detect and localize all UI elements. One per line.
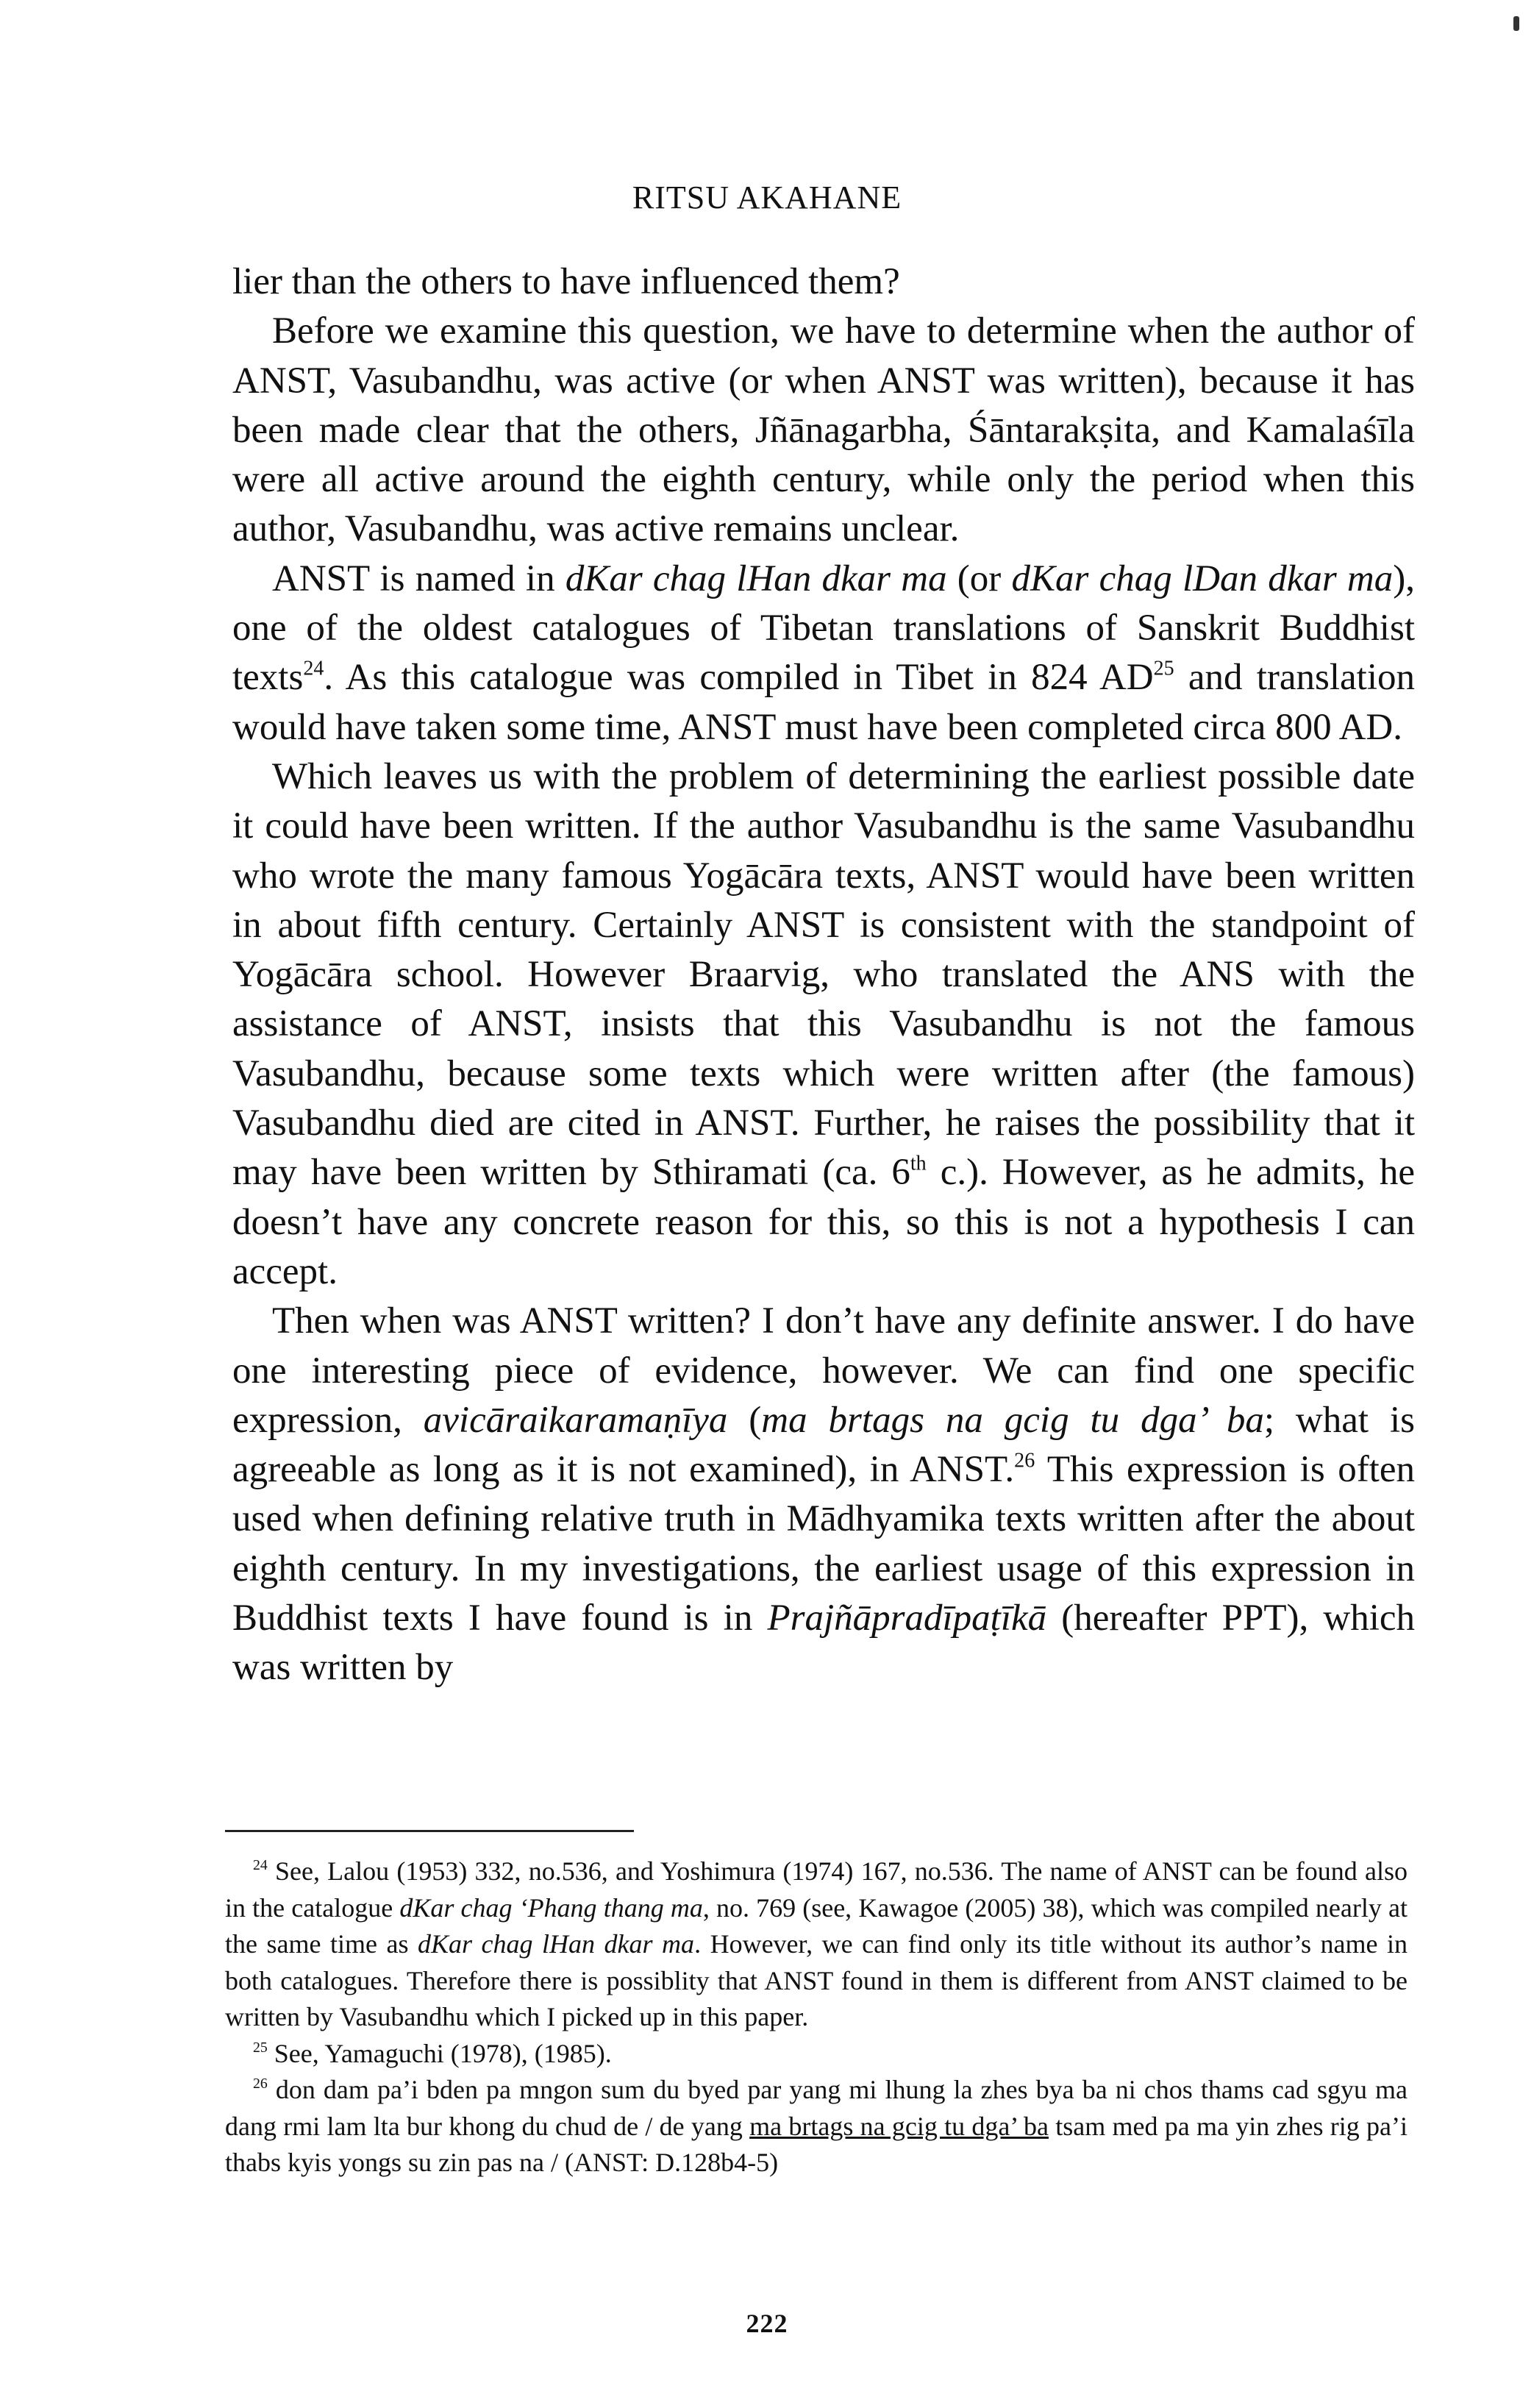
- text-run: tsam med pa ma yin zhes rig pa’i thabs kyis yongs su zin pas na / (ANST: D.128b4-5): [225, 2111, 1408, 2177]
- italic-term: ma brtags na gcig tu dga’ ba: [761, 1399, 1264, 1441]
- text-run: c.). However, as he admits, he doesn’t have any concrete reason for this, so this is not a hypothesis I can accept.: [232, 1152, 1415, 1292]
- footnote-26: [225, 2072, 1408, 2181]
- footnotes: [225, 1853, 1408, 2181]
- italic-title: Prajñāpradīpaṭīkā: [767, 1597, 1047, 1639]
- paragraph-2: Before we examine this question, we have to determine when the author of ANST, Vasubandhu, was active (or when ANST was written), because it has been made clear that the others, Jñānagarbha, Śāntarakṣita, and Kamalaśīla were all active around the eighth century, while only the period when this author, Vasubandhu, was active remains unclear.: [232, 310, 1415, 550]
- italic-title: dKar chag lHan dkar ma: [565, 558, 947, 599]
- text-run: don dam pa’i bden pa mngon sum du byed par yang mi lhung la zhes bya ba ni chos thams cad sgyu ma dang rmi lam lta bur khong du chud de / de yang: [225, 2075, 1408, 2141]
- text-run: . However, we can find only its title without its author’s name in both catalogues. Therefore there is possiblity that ANST found in them is different from ANST claimed to be written by Vasubandhu which I picked up in this paper.: [225, 1929, 1408, 2031]
- text-run: ANST is named in: [272, 558, 566, 599]
- text-run: (or: [946, 558, 1012, 599]
- underlined-phrase: ma brtags na gcig tu dga’ ba: [749, 2111, 1049, 2141]
- paragraph-4: [232, 752, 1415, 1297]
- paragraph-5: [232, 1297, 1415, 1692]
- scan-mark: [1513, 16, 1519, 31]
- paragraph-1: lier than the others to have influenced them?: [232, 261, 900, 302]
- footnote-ref-24[interactable]: 24: [303, 657, 324, 680]
- italic-term: avicāraikaramaṇīya: [423, 1399, 728, 1441]
- running-header: RITSU AKAHANE: [632, 179, 902, 215]
- paragraph-3: [232, 555, 1415, 752]
- ordinal-superscript: th: [910, 1152, 927, 1175]
- text-run: ), one of the oldest catalogues of Tibetan translations of Sanskrit Buddhist texts: [232, 558, 1415, 699]
- text-run: (hereafter PPT), which was written by: [232, 1597, 1415, 1689]
- footnote-25: [225, 2036, 1408, 2073]
- footnote-ref-25[interactable]: 25: [1153, 657, 1174, 680]
- italic-title: dKar chag lHan dkar ma: [418, 1929, 695, 1959]
- text-run: . As this catalogue was compiled in Tibet in 824 AD: [324, 657, 1154, 699]
- italic-title: dKar chag ‘Phang thang ma: [399, 1892, 703, 1923]
- text-run: (: [727, 1399, 762, 1441]
- footnote-number: 26: [253, 2076, 268, 2092]
- text-run: , no. 769 (see, Kawagoe (2005) 38), which was compiled nearly at the same time as: [225, 1892, 1408, 1959]
- text-run: See, Lalou (1953) 332, no.536, and Yoshimura (1974) 167, no.536. The name of ANST can be found also in the catalogue: [225, 1856, 1408, 1923]
- footnote-ref-26[interactable]: 26: [1014, 1449, 1035, 1472]
- page-number: 222: [746, 2309, 788, 2338]
- footnote-divider: [225, 1830, 634, 1832]
- text-run: and translation would have taken some time, ANST must have been completed circa 800 AD.: [232, 657, 1415, 748]
- footnote-number: 25: [253, 2039, 268, 2056]
- text-run: See, Yamaguchi (1978), (1985).: [267, 2038, 612, 2068]
- footnote-24: [225, 1853, 1408, 2036]
- italic-title: dKar chag lDan dkar ma: [1011, 558, 1394, 599]
- footnote-number: 24: [253, 1857, 268, 1874]
- text-run: Which leaves us with the problem of determining the earliest possible date it could have been written. If the author Vasubandhu is the same Vasubandhu who wrote the many famous Yogācāra texts, ANST would have been written in about fifth century. Certainly ANST is consistent with the standpoint of Yogācāra school. However Braarvig, who translated the ANS with the assistance of ANST, insists that this Vasubandhu is not the famous Vasubandhu, because some texts which were written after (the famous) Vasubandhu died are cited in ANST. Further, he raises the possibility that it may have been written by Sthiramati (ca. 6: [232, 755, 1415, 1194]
- main-text: [232, 257, 1415, 1693]
- text-run: This expression is often used when defining relative truth in Mādhyamika texts written after the about eighth century. In my investigations, the earliest usage of this expression in Buddhist texts I have found is in: [232, 1449, 1415, 1639]
- text-run: Then when was ANST written? I don’t have any definite answer. I do have one interesting piece of evidence, however. We can find one specific expression,: [232, 1300, 1415, 1441]
- text-run: ; what is agreeable as long as it is not examined), in ANST.: [232, 1399, 1416, 1491]
